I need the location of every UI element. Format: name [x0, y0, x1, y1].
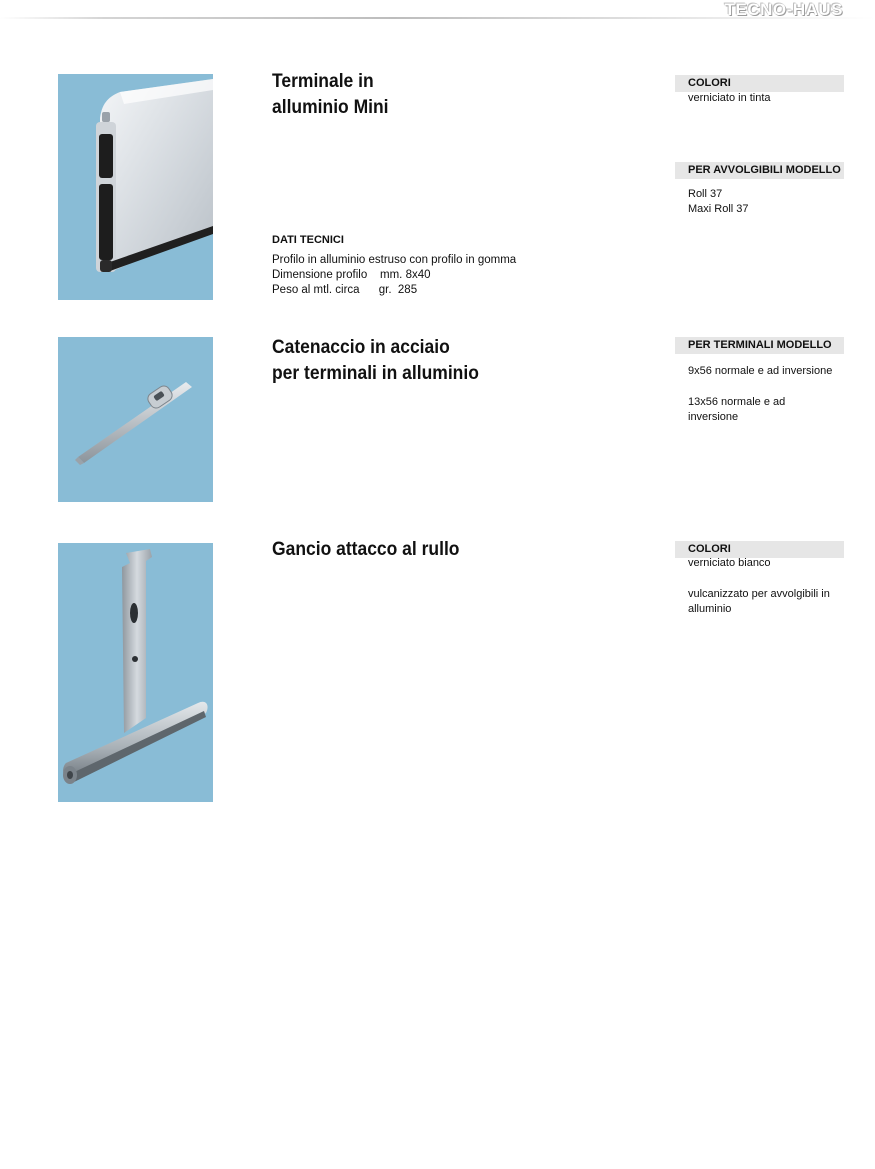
steel-bolt-icon [58, 337, 213, 502]
tech-line: Dimensione profilo mm. 8x40 [272, 269, 431, 281]
models-label-bar: PER AVVOLGIBILI MODELLO [675, 162, 844, 179]
models-list [688, 364, 838, 425]
tech-line: Peso al mtl. circa gr. 285 [272, 284, 418, 296]
roller-hook-icon [58, 543, 213, 802]
colors-text: verniciato bianco [688, 557, 771, 569]
colors-label-bar: COLORI [675, 75, 844, 92]
brand-logo: TECNO-HAUS [724, 0, 843, 19]
title-line-1: Catenaccio in acciaio [272, 337, 450, 358]
title-line-2: per terminali in alluminio [272, 363, 479, 384]
title-line-1: Terminale in [272, 71, 374, 92]
colors-label-bar: COLORI [675, 541, 844, 558]
product-title-terminale [272, 69, 389, 121]
product-note: vulcanizzato per avvolgibili in alluminio [688, 588, 830, 615]
product-photo-gancio [58, 543, 213, 802]
tech-data-lines [272, 253, 516, 298]
models-list [688, 187, 838, 217]
model-item: Maxi Roll 37 [688, 203, 749, 215]
model-item: 9x56 normale e ad inversione [688, 365, 833, 377]
tech-line: Profilo in alluminio estruso con profilo in gomma [272, 254, 517, 266]
model-item: 13x56 normale e ad inversione [688, 396, 786, 423]
aluminium-profile-icon [58, 74, 213, 300]
title-line-2: alluminio Mini [272, 97, 389, 118]
product-title-gancio [272, 537, 459, 563]
product-photo-catenaccio [58, 337, 213, 502]
models-label-bar: PER TERMINALI MODELLO [675, 337, 844, 354]
model-item: Roll 37 [688, 188, 723, 200]
title-line-1: Gancio attacco al rullo [272, 539, 460, 560]
product-photo-terminale [58, 74, 213, 300]
product-title-catenaccio [272, 335, 479, 387]
colors-text: verniciato in tinta [688, 92, 771, 104]
tech-data-heading: DATI TECNICI [272, 234, 344, 246]
